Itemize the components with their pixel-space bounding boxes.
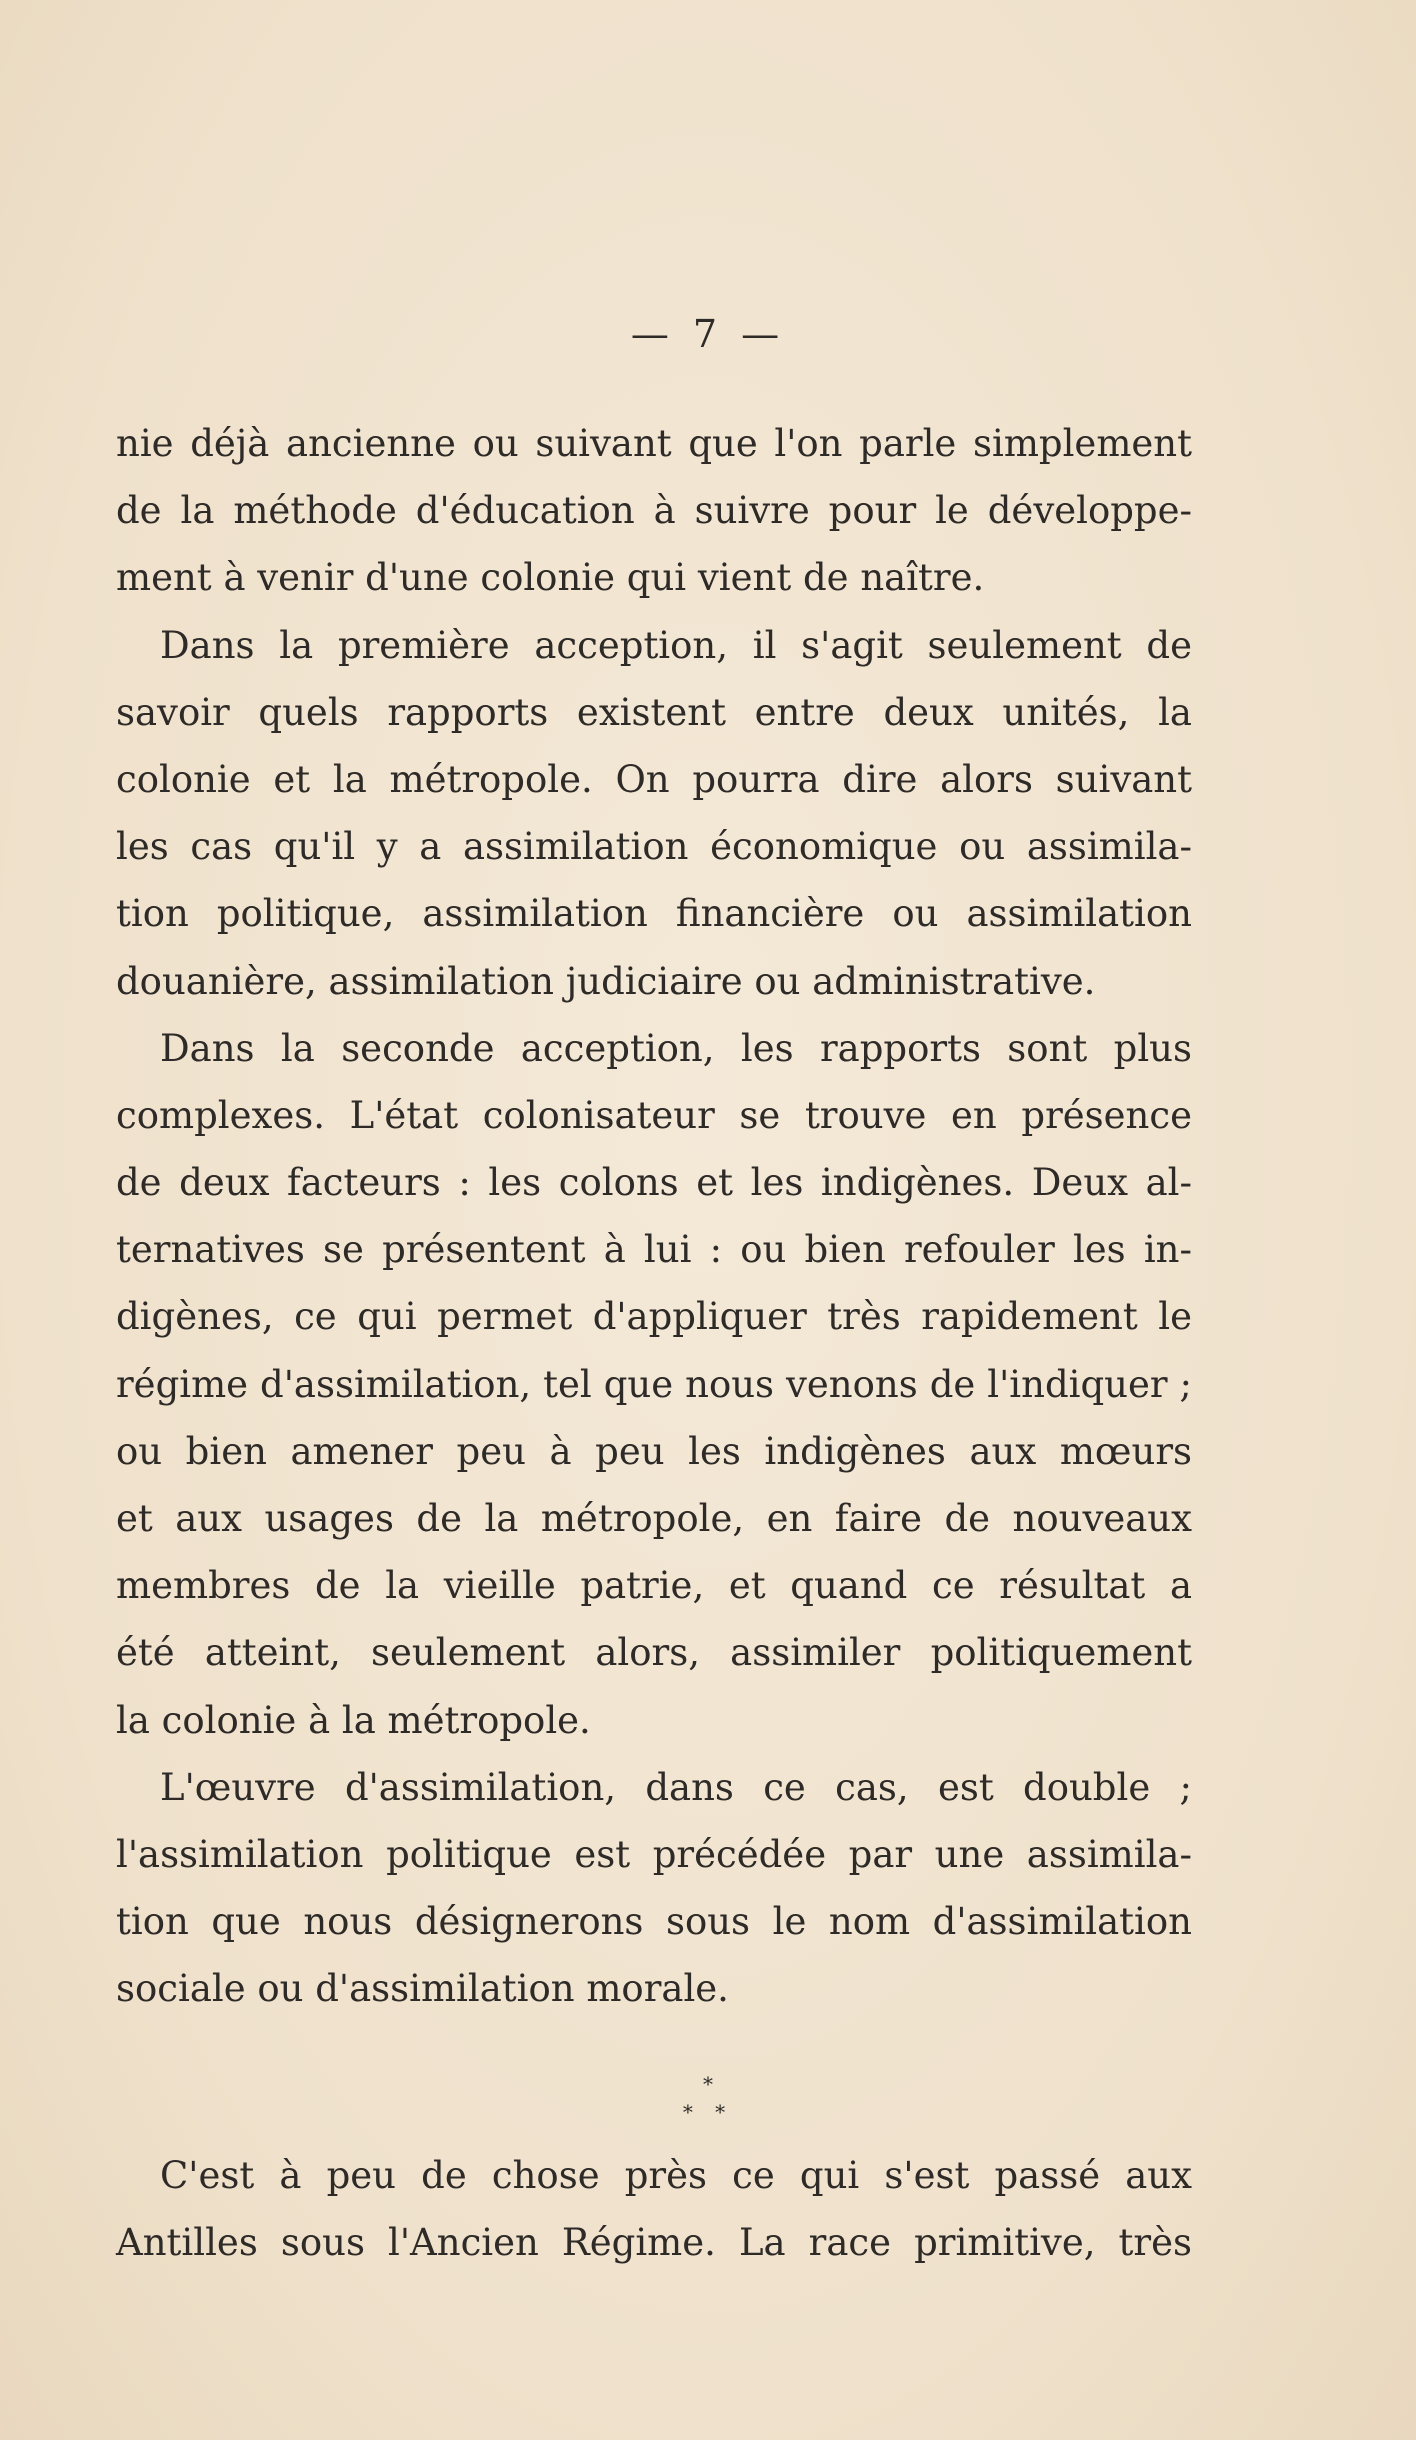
text-line: de deux facteurs : les colons et les indigènes. Deux al- xyxy=(116,1161,1192,1205)
text-line: digènes, ce qui permet d'appliquer très rapidement le xyxy=(116,1295,1192,1339)
text-line: l'assimilation politique est précédée par une assimila- xyxy=(116,1832,1192,1876)
text-line: Antilles sous l'Ancien Régime. La race primitive, très xyxy=(116,2221,1192,2265)
text-line: et aux usages de la métropole, en faire de nouveaux xyxy=(116,1497,1192,1540)
page-number: — 7 — xyxy=(630,312,786,356)
text-line: ment à venir d'une colonie qui vient de naître. xyxy=(116,556,985,600)
text-line: Dans la première acception, il s'agit seulement de xyxy=(160,623,1192,667)
section-separator-stars: * * xyxy=(682,2100,734,2124)
text-line: douanière, assimilation judiciaire ou administrative. xyxy=(116,959,1096,1003)
text-line: ternatives se présentent à lui : ou bien refouler les in- xyxy=(116,1228,1192,1272)
text-line: complexes. L'état colonisateur se trouve en présence xyxy=(116,1093,1192,1137)
text-line: les cas qu'il y a assimilation économique ou assimila- xyxy=(116,825,1192,869)
text-line: colonie et la métropole. On pourra dire alors suivant xyxy=(116,757,1192,801)
text-line: L'œuvre d'assimilation, dans ce cas, est double ; xyxy=(160,1765,1192,1809)
text-line: été atteint, seulement alors, assimiler politiquement xyxy=(116,1631,1192,1675)
text-line: ou bien amener peu à peu les indigènes aux mœurs xyxy=(116,1429,1192,1473)
section-separator-star: * xyxy=(703,2072,713,2096)
text-line: savoir quels rapports existent entre deux unités, la xyxy=(116,690,1192,734)
body-text xyxy=(116,410,1192,2023)
text-line: de la méthode d'éducation à suivre pour le développe- xyxy=(116,489,1192,533)
text-line: Dans la seconde acception, les rapports sont plus xyxy=(160,1026,1192,1070)
text-line: régime d'assimilation, tel que nous venons de l'indiquer ; xyxy=(116,1362,1192,1406)
text-line: la colonie à la métropole. xyxy=(116,1698,591,1742)
text-line: tion que nous désignerons sous le nom d'assimilation xyxy=(116,1900,1192,1944)
text-line: nie déjà ancienne ou suivant que l'on parle simplement xyxy=(116,422,1192,465)
text-line: tion politique, assimilation financière ou assimilation xyxy=(116,892,1192,936)
text-line: membres de la vieille patrie, et quand ce résultat a xyxy=(116,1564,1192,1608)
closing-text xyxy=(116,2142,1192,2276)
text-line: sociale ou d'assimilation morale. xyxy=(116,1967,729,2011)
text-line: C'est à peu de chose près ce qui s'est passé aux xyxy=(160,2154,1192,2197)
